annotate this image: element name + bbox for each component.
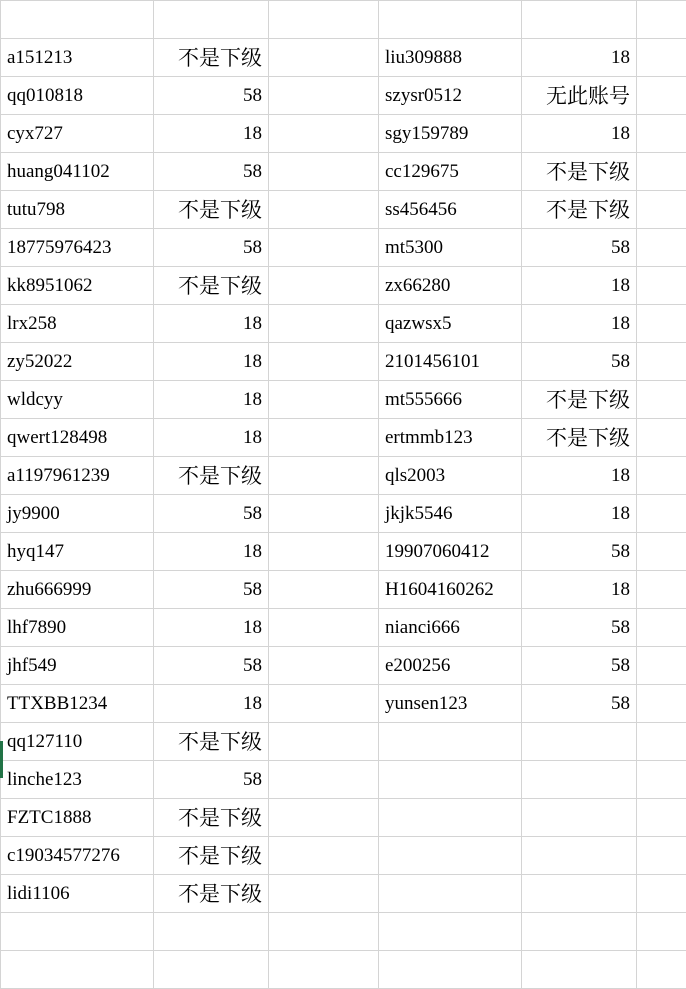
table-row[interactable] bbox=[1, 191, 686, 229]
cell-account-name[interactable]: mt555666 bbox=[379, 381, 522, 419]
cell-account-name[interactable]: liu309888 bbox=[379, 39, 522, 77]
cell-empty[interactable] bbox=[154, 913, 269, 951]
cell-account-name[interactable]: nianci666 bbox=[379, 609, 522, 647]
cell-account-name[interactable]: qq010818 bbox=[1, 77, 154, 115]
cell-account-name[interactable]: 18775976423 bbox=[1, 229, 154, 267]
cell-value[interactable]: 不是下级 bbox=[154, 267, 269, 305]
cell-account-name[interactable]: lidi1106 bbox=[1, 875, 154, 913]
cell-account-name[interactable]: lhf7890 bbox=[1, 609, 154, 647]
table-row[interactable] bbox=[1, 685, 686, 723]
cell-account-name[interactable]: qazwsx5 bbox=[379, 305, 522, 343]
cell-empty[interactable] bbox=[379, 837, 522, 875]
cell-empty[interactable] bbox=[637, 1, 686, 39]
table-row[interactable] bbox=[1, 495, 686, 533]
cell-empty[interactable] bbox=[269, 799, 379, 837]
cell-account-name[interactable]: 2101456101 bbox=[379, 343, 522, 381]
table-row[interactable] bbox=[1, 77, 686, 115]
cell-empty[interactable] bbox=[269, 343, 379, 381]
table-row[interactable] bbox=[1, 647, 686, 685]
table-row[interactable] bbox=[1, 419, 686, 457]
cell-value[interactable]: 58 bbox=[522, 685, 637, 723]
cell-value[interactable]: 18 bbox=[522, 495, 637, 533]
cell-value[interactable]: 58 bbox=[154, 153, 269, 191]
table-row[interactable] bbox=[1, 913, 686, 951]
cell-empty[interactable] bbox=[637, 39, 686, 77]
cell-account-name[interactable]: jkjk5546 bbox=[379, 495, 522, 533]
cell-value[interactable]: 18 bbox=[154, 343, 269, 381]
cell-value[interactable]: 58 bbox=[154, 761, 269, 799]
cell-empty[interactable] bbox=[637, 115, 686, 153]
cell-account-name[interactable]: szysr0512 bbox=[379, 77, 522, 115]
cell-empty[interactable] bbox=[637, 609, 686, 647]
cell-empty[interactable] bbox=[269, 39, 379, 77]
cell-value[interactable]: 18 bbox=[522, 115, 637, 153]
cell-empty[interactable] bbox=[269, 723, 379, 761]
cell-empty[interactable] bbox=[522, 913, 637, 951]
cell-empty[interactable] bbox=[269, 381, 379, 419]
cell-account-name[interactable]: qq127110 bbox=[1, 723, 154, 761]
cell-account-name[interactable]: 19907060412 bbox=[379, 533, 522, 571]
cell-account-name[interactable]: cc129675 bbox=[379, 153, 522, 191]
cell-account-name[interactable]: FZTC1888 bbox=[1, 799, 154, 837]
cell-value[interactable]: 无此账号 bbox=[522, 77, 637, 115]
cell-value[interactable]: 58 bbox=[154, 495, 269, 533]
cell-empty[interactable] bbox=[637, 267, 686, 305]
cell-account-name[interactable]: yunsen123 bbox=[379, 685, 522, 723]
cell-value[interactable]: 58 bbox=[522, 229, 637, 267]
cell-account-name[interactable]: wldcyy bbox=[1, 381, 154, 419]
cell-value[interactable]: 58 bbox=[154, 571, 269, 609]
cell-account-name[interactable]: e200256 bbox=[379, 647, 522, 685]
cell-account-name[interactable]: ertmmb123 bbox=[379, 419, 522, 457]
cell-empty[interactable] bbox=[269, 1, 379, 39]
cell-value[interactable]: 58 bbox=[154, 647, 269, 685]
table-row[interactable] bbox=[1, 153, 686, 191]
table-row[interactable] bbox=[1, 267, 686, 305]
cell-value[interactable]: 不是下级 bbox=[154, 837, 269, 875]
table-row[interactable] bbox=[1, 115, 686, 153]
table-row[interactable] bbox=[1, 229, 686, 267]
cell-account-name[interactable]: tutu798 bbox=[1, 191, 154, 229]
cell-empty[interactable] bbox=[269, 533, 379, 571]
cell-value[interactable]: 18 bbox=[154, 381, 269, 419]
table-row[interactable] bbox=[1, 1, 686, 39]
cell-empty[interactable] bbox=[379, 875, 522, 913]
table-body bbox=[1, 1, 686, 989]
cell-value[interactable]: 18 bbox=[154, 609, 269, 647]
cell-value[interactable]: 不是下级 bbox=[154, 799, 269, 837]
cell-empty[interactable] bbox=[637, 419, 686, 457]
cell-empty[interactable] bbox=[637, 647, 686, 685]
cell-value[interactable]: 58 bbox=[154, 229, 269, 267]
cell-value[interactable]: 18 bbox=[522, 39, 637, 77]
table-row[interactable] bbox=[1, 381, 686, 419]
cell-account-name[interactable]: qwert128498 bbox=[1, 419, 154, 457]
cell-value[interactable]: 不是下级 bbox=[522, 191, 637, 229]
cell-account-name[interactable]: mt5300 bbox=[379, 229, 522, 267]
table-row[interactable] bbox=[1, 305, 686, 343]
cell-empty[interactable] bbox=[269, 457, 379, 495]
cell-empty[interactable] bbox=[522, 875, 637, 913]
cell-empty[interactable] bbox=[637, 723, 686, 761]
cell-empty[interactable] bbox=[379, 799, 522, 837]
selected-cell-marker bbox=[0, 741, 3, 778]
cell-empty[interactable] bbox=[637, 799, 686, 837]
cell-empty[interactable] bbox=[637, 913, 686, 951]
cell-value[interactable]: 18 bbox=[522, 571, 637, 609]
cell-value[interactable]: 18 bbox=[154, 533, 269, 571]
cell-empty[interactable] bbox=[269, 951, 379, 989]
table-row[interactable] bbox=[1, 875, 686, 913]
cell-account-name[interactable]: qls2003 bbox=[379, 457, 522, 495]
cell-empty[interactable] bbox=[379, 1, 522, 39]
cell-empty[interactable] bbox=[637, 837, 686, 875]
cell-empty[interactable] bbox=[269, 191, 379, 229]
cell-empty[interactable] bbox=[637, 191, 686, 229]
cell-empty[interactable] bbox=[1, 1, 154, 39]
table-row[interactable] bbox=[1, 837, 686, 875]
cell-empty[interactable] bbox=[269, 685, 379, 723]
cell-empty[interactable] bbox=[522, 799, 637, 837]
cell-empty[interactable] bbox=[637, 571, 686, 609]
cell-value[interactable]: 不是下级 bbox=[154, 875, 269, 913]
cell-value[interactable]: 不是下级 bbox=[154, 191, 269, 229]
cell-empty[interactable] bbox=[154, 1, 269, 39]
table-row[interactable] bbox=[1, 533, 686, 571]
cell-account-name[interactable]: jy9900 bbox=[1, 495, 154, 533]
table-row[interactable] bbox=[1, 39, 686, 77]
cell-empty[interactable] bbox=[269, 647, 379, 685]
cell-empty[interactable] bbox=[379, 913, 522, 951]
cell-account-name[interactable]: kk8951062 bbox=[1, 267, 154, 305]
cell-value[interactable]: 58 bbox=[154, 77, 269, 115]
table-row[interactable] bbox=[1, 723, 686, 761]
cell-empty[interactable] bbox=[379, 723, 522, 761]
table-row[interactable] bbox=[1, 951, 686, 989]
cell-empty[interactable] bbox=[269, 115, 379, 153]
cell-empty[interactable] bbox=[637, 533, 686, 571]
cell-account-name[interactable]: c19034577276 bbox=[1, 837, 154, 875]
cell-value[interactable]: 18 bbox=[154, 419, 269, 457]
cell-value[interactable]: 18 bbox=[154, 685, 269, 723]
cell-empty[interactable] bbox=[637, 77, 686, 115]
cell-account-name[interactable]: jhf549 bbox=[1, 647, 154, 685]
table-row[interactable] bbox=[1, 343, 686, 381]
cell-value[interactable]: 18 bbox=[522, 457, 637, 495]
cell-account-name[interactable]: TTXBB1234 bbox=[1, 685, 154, 723]
cell-value[interactable]: 不是下级 bbox=[154, 39, 269, 77]
cell-empty[interactable] bbox=[637, 495, 686, 533]
cell-empty[interactable] bbox=[637, 381, 686, 419]
cell-account-name[interactable]: lrx258 bbox=[1, 305, 154, 343]
cell-account-name[interactable]: cyx727 bbox=[1, 115, 154, 153]
cell-account-name[interactable]: sgy159789 bbox=[379, 115, 522, 153]
cell-empty[interactable] bbox=[269, 77, 379, 115]
cell-empty[interactable] bbox=[637, 951, 686, 989]
cell-empty[interactable] bbox=[522, 761, 637, 799]
cell-empty[interactable] bbox=[1, 951, 154, 989]
cell-value[interactable]: 不是下级 bbox=[522, 153, 637, 191]
cell-value[interactable]: 不是下级 bbox=[522, 381, 637, 419]
cell-empty[interactable] bbox=[269, 913, 379, 951]
cell-account-name[interactable]: a151213 bbox=[1, 39, 154, 77]
cell-value[interactable]: 58 bbox=[522, 647, 637, 685]
cell-empty[interactable] bbox=[637, 305, 686, 343]
cell-empty[interactable] bbox=[269, 267, 379, 305]
cell-value[interactable]: 58 bbox=[522, 533, 637, 571]
cell-account-name[interactable]: hyq147 bbox=[1, 533, 154, 571]
cell-empty[interactable] bbox=[522, 951, 637, 989]
cell-empty[interactable] bbox=[522, 837, 637, 875]
cell-account-name[interactable]: H1604160262 bbox=[379, 571, 522, 609]
cell-empty[interactable] bbox=[269, 837, 379, 875]
cell-value[interactable]: 18 bbox=[154, 305, 269, 343]
cell-empty[interactable] bbox=[1, 913, 154, 951]
table-row[interactable] bbox=[1, 609, 686, 647]
cell-empty[interactable] bbox=[637, 457, 686, 495]
cell-value[interactable]: 58 bbox=[522, 343, 637, 381]
table-row[interactable] bbox=[1, 799, 686, 837]
cell-empty[interactable] bbox=[637, 875, 686, 913]
cell-empty[interactable] bbox=[522, 723, 637, 761]
cell-value[interactable]: 18 bbox=[154, 115, 269, 153]
cell-value[interactable]: 18 bbox=[522, 305, 637, 343]
cell-empty[interactable] bbox=[269, 153, 379, 191]
cell-empty[interactable] bbox=[637, 685, 686, 723]
cell-empty[interactable] bbox=[269, 571, 379, 609]
cell-value[interactable]: 58 bbox=[522, 609, 637, 647]
cell-empty[interactable] bbox=[379, 761, 522, 799]
cell-empty[interactable] bbox=[637, 153, 686, 191]
cell-value[interactable]: 不是下级 bbox=[522, 419, 637, 457]
cell-account-name[interactable]: zy52022 bbox=[1, 343, 154, 381]
cell-empty[interactable] bbox=[269, 609, 379, 647]
cell-empty[interactable] bbox=[637, 229, 686, 267]
cell-empty[interactable] bbox=[269, 761, 379, 799]
cell-empty[interactable] bbox=[269, 305, 379, 343]
cell-value[interactable]: 不是下级 bbox=[154, 457, 269, 495]
cell-account-name[interactable]: ss456456 bbox=[379, 191, 522, 229]
cell-account-name[interactable]: huang041102 bbox=[1, 153, 154, 191]
cell-empty[interactable] bbox=[269, 229, 379, 267]
cell-account-name[interactable]: linche123 bbox=[1, 761, 154, 799]
cell-value[interactable]: 18 bbox=[522, 267, 637, 305]
cell-account-name[interactable]: zx66280 bbox=[379, 267, 522, 305]
table-row[interactable] bbox=[1, 571, 686, 609]
cell-empty[interactable] bbox=[269, 875, 379, 913]
cell-account-name[interactable]: a1197961239 bbox=[1, 457, 154, 495]
cell-empty[interactable] bbox=[269, 419, 379, 457]
cell-empty[interactable] bbox=[379, 951, 522, 989]
cell-account-name[interactable]: zhu666999 bbox=[1, 571, 154, 609]
cell-empty[interactable] bbox=[637, 761, 686, 799]
table-row[interactable] bbox=[1, 761, 686, 799]
table-row[interactable] bbox=[1, 457, 686, 495]
cell-value[interactable]: 不是下级 bbox=[154, 723, 269, 761]
cell-empty[interactable] bbox=[154, 951, 269, 989]
cell-empty[interactable] bbox=[637, 343, 686, 381]
cell-empty[interactable] bbox=[522, 1, 637, 39]
cell-empty[interactable] bbox=[269, 495, 379, 533]
